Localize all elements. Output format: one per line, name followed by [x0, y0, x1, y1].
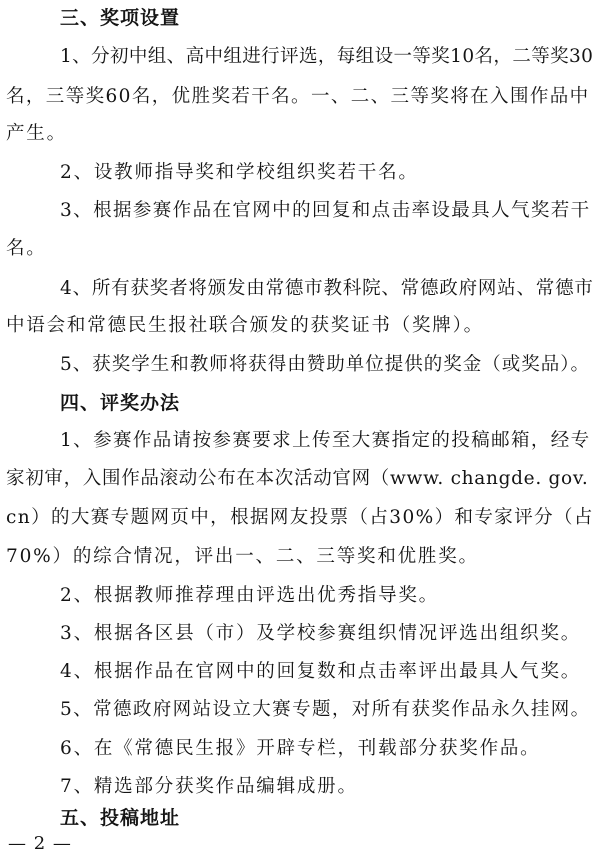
section-heading-awards: 三、奖项设置: [60, 7, 181, 29]
paragraph-line: 产生。: [6, 123, 67, 144]
paragraph-line: 5、获奖学生和教师将获得由赞助单位提供的奖金（或奖品）。: [60, 354, 591, 375]
paragraph-line: 2、设教师指导奖和学校组织奖若干名。: [60, 162, 419, 183]
paragraph-line: 5、常德政府网站设立大赛专题，对所有获奖作品永久挂网。: [60, 699, 591, 720]
paragraph-line: 70%）的综合情况，评出一、二、三等奖和优胜奖。: [6, 546, 479, 567]
paragraph-line: 4、根据作品在官网中的回复数和点击率评出最具人气奖。: [60, 661, 582, 682]
paragraph-line: 2、根据教师推荐理由评选出优秀指导奖。: [60, 585, 439, 606]
paragraph-line: 1、参赛作品请按参赛要求上传至大赛指定的投稿邮箱，经专: [60, 430, 591, 451]
paragraph-line: 3、根据参赛作品在官网中的回复和点击率设最具人气奖若干: [60, 200, 591, 221]
paragraph-line: cn）的大赛专题网页中，根据网友投票（占30%）和专家评分（占: [6, 507, 594, 528]
paragraph-line: 名，三等奖60名，优胜奖若干名。一、二、三等奖将在入围作品中: [6, 86, 590, 107]
section-heading-submission: 五、投稿地址: [60, 807, 181, 829]
section-heading-judging: 四、评奖办法: [60, 392, 181, 414]
paragraph-line: 6、在《常德民生报》开辟专栏，刊载部分获奖作品。: [60, 738, 541, 759]
paragraph-line: 4、所有获奖者将颁发由常德市教科院、常德政府网站、常德市: [60, 278, 594, 299]
paragraph-line: 7、精选部分获奖作品编辑成册。: [60, 776, 358, 797]
paragraph-line: 3、根据各区县（市）及学校参赛组织情况评选出组织奖。: [60, 623, 582, 644]
paragraph-line: 名。: [6, 238, 47, 259]
paragraph-line: 中语会和常德民生报社联合颁发的获奖证书（奖牌）。: [6, 315, 484, 336]
paragraph-line: 1、分初中组、高中组进行评选，每组设一等奖10名，二等奖30: [60, 46, 594, 67]
page-number: — 2 —: [8, 833, 72, 854]
paragraph-line: 家初审，入围作品滚动公布在本次活动官网（www. changde. gov.: [6, 468, 589, 489]
